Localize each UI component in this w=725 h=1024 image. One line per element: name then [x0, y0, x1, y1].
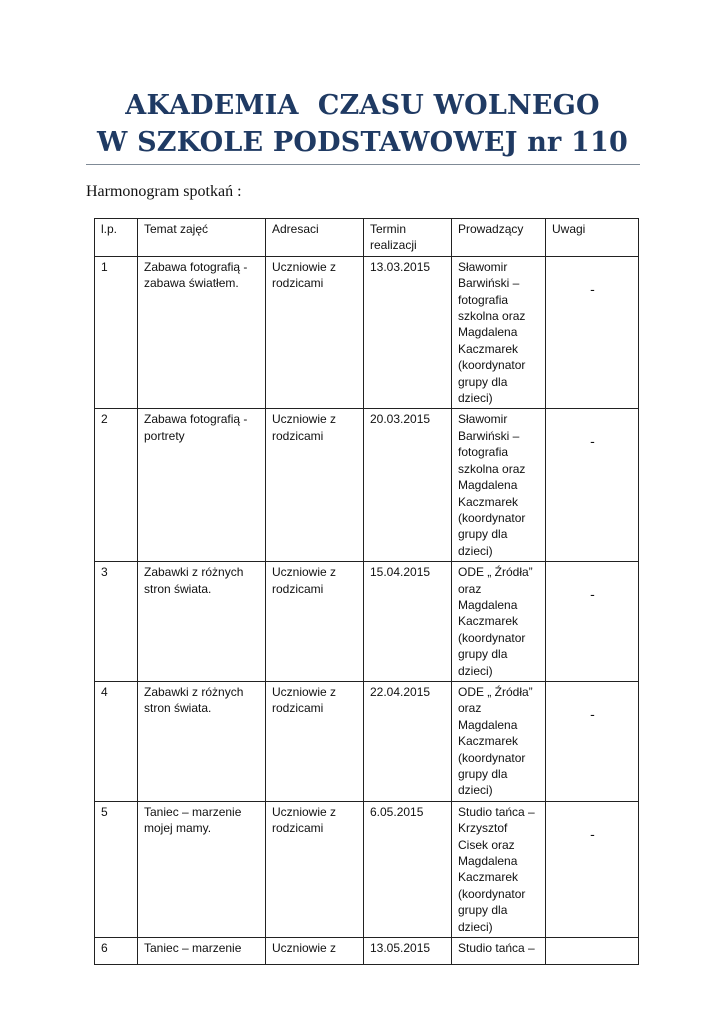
- table-row: [95, 409, 639, 562]
- row-number: 5: [95, 801, 138, 937]
- row-date: 15.04.2015: [364, 562, 452, 682]
- row-audience: Uczniowie z rodzicami: [266, 801, 364, 937]
- table-row: [95, 681, 639, 801]
- column-header-audience: Adresaci: [266, 219, 364, 257]
- row-audience: Uczniowie z rodzicami: [266, 256, 364, 409]
- row-date: 13.03.2015: [364, 256, 452, 409]
- table-row: [95, 938, 639, 965]
- row-number: 6: [95, 938, 138, 965]
- schedule-subtitle: Harmonogram spotkań :: [86, 183, 242, 200]
- table-row: [95, 256, 639, 409]
- row-remarks: -: [546, 409, 639, 562]
- row-date: 22.04.2015: [364, 681, 452, 801]
- row-leader: Sławomir Barwiński – fotografia szkolna oraz Magdalena Kaczmarek (koordynator grupy dla dzieci): [452, 409, 546, 562]
- row-date: 13.05.2015: [364, 938, 452, 965]
- row-leader: Sławomir Barwiński – fotografia szkolna oraz Magdalena Kaczmarek (koordynator grupy dla dzieci): [452, 256, 546, 409]
- row-leader: ODE „ Źródła” oraz Magdalena Kaczmarek (koordynator grupy dla dzieci): [452, 562, 546, 682]
- row-number: 2: [95, 409, 138, 562]
- row-date: 6.05.2015: [364, 801, 452, 937]
- table-row: [95, 801, 639, 937]
- column-header-date: Termin realizacji: [364, 219, 452, 257]
- row-audience: Uczniowie z rodzicami: [266, 562, 364, 682]
- schedule-table: [94, 218, 639, 965]
- document-title-line-2: W SZKOLE PODSTAWOWEJ nr 110: [96, 127, 629, 158]
- row-audience: Uczniowie z: [266, 938, 364, 965]
- table-row: [95, 562, 639, 682]
- row-leader: ODE „ Źródła” oraz Magdalena Kaczmarek (koordynator grupy dla dzieci): [452, 681, 546, 801]
- row-remarks: -: [546, 562, 639, 682]
- row-leader: Studio tańca – Krzysztof Cisek oraz Magdalena Kaczmarek (koordynator grupy dla dzieci): [452, 801, 546, 937]
- table-header-row: [95, 219, 639, 257]
- row-topic: Zabawki z różnych stron świata.: [138, 681, 266, 801]
- document-title-line-1: AKADEMIA CZASU WOLNEGO: [125, 90, 600, 121]
- row-topic: Zabawa fotografią - portrety: [138, 409, 266, 562]
- title-divider: [86, 164, 640, 165]
- column-header-leader: Prowadzący: [452, 219, 546, 257]
- row-topic: Taniec – marzenie mojej mamy.: [138, 801, 266, 937]
- row-topic: Zabawa fotografią - zabawa światłem.: [138, 256, 266, 409]
- row-remarks: -: [546, 801, 639, 937]
- row-remarks: [546, 938, 639, 965]
- row-topic: Taniec – marzenie: [138, 938, 266, 965]
- row-date: 20.03.2015: [364, 409, 452, 562]
- column-header-lp: l.p.: [95, 219, 138, 257]
- row-remarks: -: [546, 256, 639, 409]
- row-audience: Uczniowie z rodzicami: [266, 681, 364, 801]
- row-topic: Zabawki z różnych stron świata.: [138, 562, 266, 682]
- row-remarks: -: [546, 681, 639, 801]
- row-number: 4: [95, 681, 138, 801]
- column-header-remarks: Uwagi: [546, 219, 639, 257]
- row-audience: Uczniowie z rodzicami: [266, 409, 364, 562]
- row-leader: Studio tańca –: [452, 938, 546, 965]
- column-header-topic: Temat zajęć: [138, 219, 266, 257]
- row-number: 3: [95, 562, 138, 682]
- schedule-table-container: [94, 218, 639, 956]
- row-number: 1: [95, 256, 138, 409]
